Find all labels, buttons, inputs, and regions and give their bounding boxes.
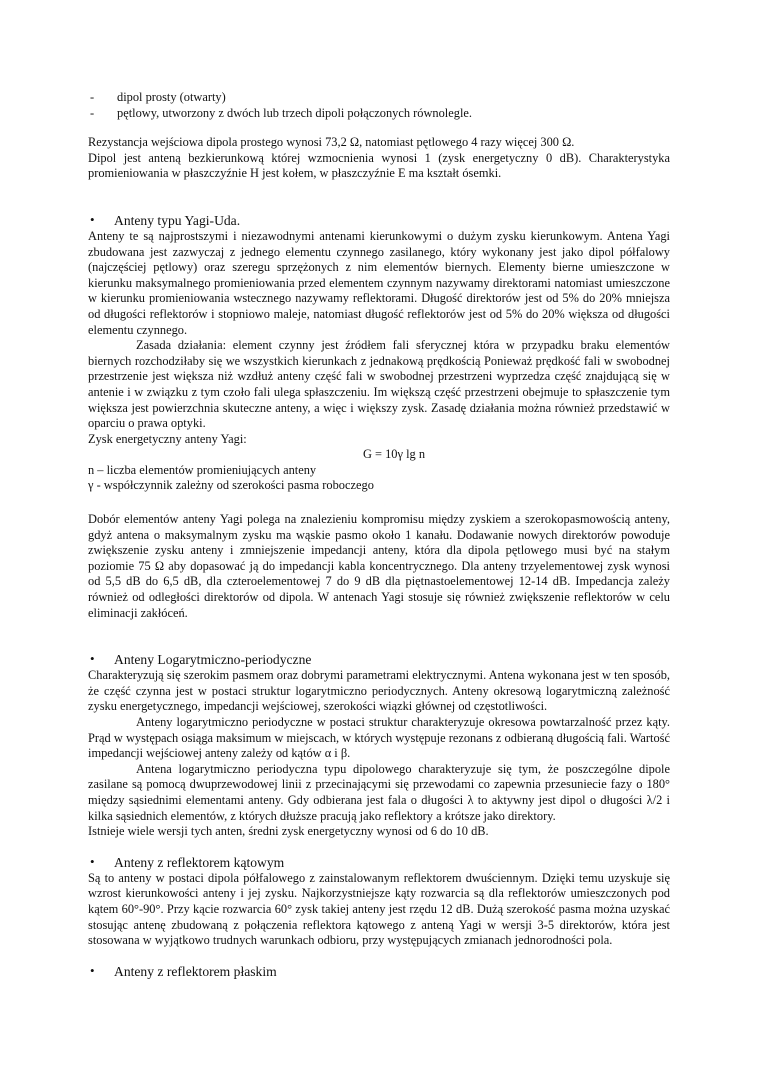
bullet-marker: • (90, 962, 95, 978)
yagi-variable-gamma: γ - współczynnik zależny od szerokości pasma roboczego (88, 478, 374, 493)
dipole-type-loop: pętlowy, utworzony z dwóch lub trzech dipoli połączonych równolegle. (117, 105, 472, 120)
logperiodic-paragraph-4: Istnieje wiele wersji tych anten, średni zysk energetyczny wynosi od 6 do 10 dB. (88, 824, 489, 839)
section-heading-flat-reflector (88, 963, 670, 980)
bullet-marker: • (90, 651, 95, 667)
heading-text: Anteny z reflektorem kątowym (114, 854, 285, 870)
corner-reflector-paragraph: Są to anteny w postaci dipola półfalowego z zainstalowanym reflektorem dwuściennym. Dzięki temu uzyskuje się wzrost kierunkowości anteny i jej zysku. Najkorzystniejsze kąty rozwarcia są dla reflektorów umieszczonych pod kątem 60°-90°. Przy kącie rozwarcia 60° zysk takiej anteny jest rzędu 12 dB. Dużą szerokość pasma można uzyskać stosując antenę zbudowaną z połączenia reflektora kątowego z anteną Yagi w wersji 3-5 direktorów, która jest stosowana w wyjątkowo trudnych warunkach odbioru, przy występujących zmianach jednorodności pola. (88, 870, 670, 948)
heading-text: Anteny z reflektorem płaskim (114, 963, 277, 979)
logperiodic-paragraph-2: Anteny logarytmiczno periodyczne w postaci struktur charakteryzuje okresowa powtarzalność przez kąty. Prąd w występach osiąga maksimum w miejscach, w których występuje rezonans z odbieraną długością fali. Wartość impedancji wejściowej anteny zależy od kątów α i β. (88, 715, 670, 761)
list-item (88, 106, 670, 122)
yagi-selection-paragraph: Dobór elementów anteny Yagi polega na znalezieniu kompromisu między zyskiem a szerokopasmowością anteny, gdyż antena o maksymalnym zysku ma wąskie pasmo około 1 kanału. Dodawanie nowych direktorów powoduje zwiększenie zysku anteny i zmniejszenie impedancji anteny, która dla dipola pętlowego musi być na stałym poziomie 75 Ω aby dopasować ją do impedancji kabla koncentrycznego. Dla anteny trzyelementowej zysk wynosi od 5,5 dB do 6,5 dB, dla czteroelementowej 7 do 9 dB dla piętnastoelementowej 12-14 dB. Impedancja zależy również od odległości direktorów od dipola. W antenach Yagi stosuje się również zwiększenie reflektorów w celu eliminacji zakłóceń. (88, 512, 670, 620)
yagi-intro-paragraph: Anteny te są najprostszymi i niezawodnymi antenami kierunkowymi o dużym zysku kierunkowym. Antena Yagi zbudowana jest zazwyczaj z jednego elementu czynnego zasilanego, który wykonany jest jako dipol półfalowy (najczęściej pętlowy) oraz szeregu sprzężonych z nim elementów biernych. Elementy bierne umieszczone w kierunku maksymalnego promieniowania przed elementem czynnym nazywamy direktorami natomiast umieszczone w kierunku promieniowania wstecznego nazywamy reflektorami. Długość direktorów jest od 5% do 20% mniejsza od długości reflektorów i stopniowo maleje, natomiast długość reflektorów jest od 5% do 20% większa od długości elementu czynnego. (88, 228, 670, 337)
dipole-resistance-paragraph: Rezystancja wejściowa dipola prostego wynosi 73,2 Ω, natomiast pętlowego 4 razy więcej 300 Ω. (88, 135, 575, 150)
logperiodic-paragraph-1: Charakteryzują się szerokim pasmem oraz dobrymi parametrami elektrycznymi. Antena wykonana jest w ten sposób, że część czynna jest w postaci struktur logarytmiczno periodycznych. Anteny okresową logarytmiczną zależność zysku energetycznego, impedancji wejściowej, szerokości wiązki głównej od częstotliwości. (88, 668, 670, 714)
yagi-variable-n: n – liczba elementów promieniujących anteny (88, 462, 317, 477)
heading-text: Anteny typu Yagi-Uda. (114, 212, 241, 228)
yagi-gain-label: Zysk energetyczny anteny Yagi: (88, 431, 247, 446)
yagi-gain-formula: G = 10γ lg n (362, 447, 426, 462)
document-page (88, 90, 670, 980)
list-item (88, 90, 670, 106)
yagi-principle-paragraph: Zasada działania: element czynny jest źródłem fali sferycznej która w przypadku braku elementów biernych rozchodziłaby się we wszystkich kierunkach z jednakową prędkością Ponieważ prędkość fali w swobodnej przestrzenie jest większa niż wzdłuż anteny część fali w swobodnej przestrzeni wyprzedza część znajdującą się w antenie i w związku z tym czoło fali ulega spłaszczeniu. Im większą część przestrzeni obejmuje to spłaszczenie tym większa jest powierzchnia skuteczne anteny, a więc i większy zysk. Zasadę działania można również przedstawić w oparciu o prawa optyki. (88, 338, 670, 431)
dash-marker: - (90, 105, 95, 120)
logperiodic-paragraph-3: Antena logarytmiczno periodyczna typu dipolowego charakteryzuje się tym, że poszczególne dipole zasilane są pomocą dwuprzewodowej linii z przecinającymi się przewodami co zapewnia przesuniecie fazy o 180° między sąsiednimi elementami anteny. Gdy odbierana jest fala o długości λ to aktywny jest dipol o długości λ/2 i kilka sąsiednich elementów, z których dłuższe pracują jako reflektory a krótsze jako direktory. (88, 761, 670, 823)
dipole-gain-paragraph: Dipol jest anteną bezkierunkową której wzmocnienia wynosi 1 (zysk energetyczny 0 dB). Charakterystyka promieniowania w płaszczyźnie H jest kołem, w płaszczyźnie E ma kształt ósemki. (88, 150, 670, 181)
dash-marker: - (90, 90, 95, 104)
section-heading-logperiodic (88, 651, 670, 668)
section-heading-corner-reflector (88, 854, 670, 871)
bullet-marker: • (90, 211, 95, 227)
dipole-type-simple: dipol prosty (otwarty) (117, 90, 226, 104)
heading-text: Anteny Logarytmiczno-periodyczne (114, 652, 312, 668)
section-heading-yagi (88, 212, 670, 229)
bullet-marker: • (90, 853, 95, 869)
